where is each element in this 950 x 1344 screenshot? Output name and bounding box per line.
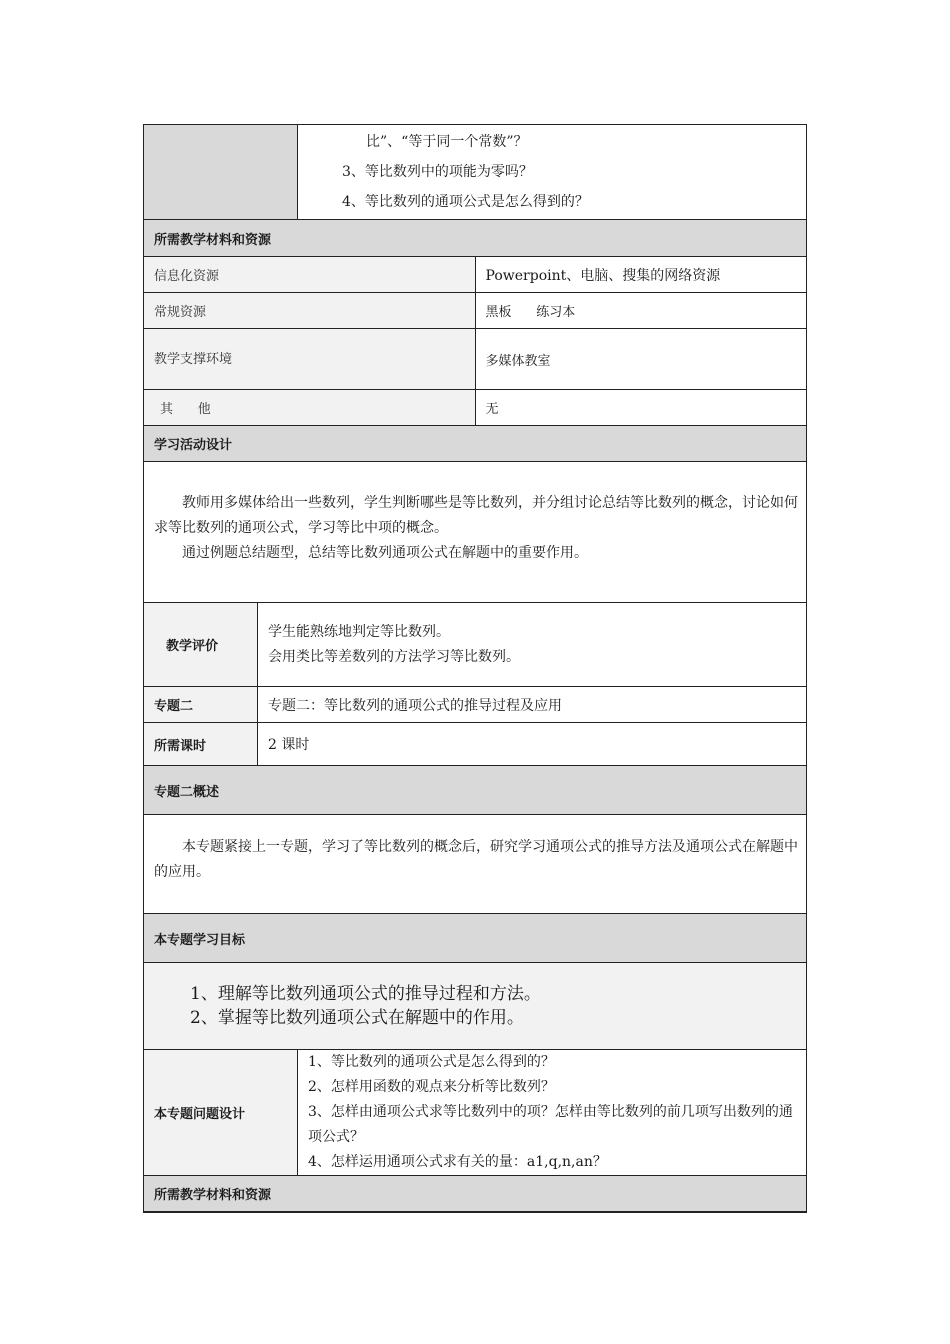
evaluation-table: [143, 602, 807, 766]
overview-body: [144, 815, 807, 914]
top-questions-cell: [298, 125, 807, 220]
support-env-value: 多媒体教室: [475, 329, 807, 390]
evaluation-line-2: 会用类比等差数列的方法学习等比数列。: [268, 648, 520, 665]
materials2-header: 所需教学材料和资源: [144, 1176, 807, 1212]
activity-header: 学习活动设计: [144, 426, 807, 462]
question-item-3: 3、怎样由通项公式求等比数列中的项？怎样由等比数列的前几项写出数列的通项公式？: [308, 1104, 793, 1145]
materials-table: [143, 219, 807, 426]
overview-header: 专题二概述: [144, 766, 807, 815]
evaluation-label: 教学评价: [144, 603, 258, 687]
activity-body: [144, 462, 807, 603]
overview-table: [143, 765, 807, 914]
materials-header: 所需教学材料和资源: [144, 220, 807, 257]
question-item-4: 4、怎样运用通项公式求有关的量：a1,q,n,an？: [308, 1154, 607, 1170]
topic2-value: 专题二：等比数列的通项公式的推导过程及应用: [258, 687, 807, 723]
top-question-table: [143, 124, 807, 220]
goal-line-2: 2、掌握等比数列通项公式在解题中的作用。: [190, 1008, 524, 1028]
questions-table: [143, 1049, 807, 1213]
question-line-3: 3、等比数列中的项能为零吗？: [342, 164, 533, 180]
activity-table: [143, 425, 807, 603]
hours-label: 所需课时: [144, 723, 258, 766]
overview-text: 本专题紧接上一专题，学习了等比数列的概念后，研究学习通项公式的推导方法及通项公式在解题中的应用。: [154, 839, 798, 880]
goals-table: [143, 913, 807, 1050]
activity-paragraph-2: 通过例题总结题型，总结等比数列通项公式在解题中的重要作用。: [182, 544, 588, 561]
evaluation-body: [258, 603, 807, 687]
regular-resource-label: 常规资源: [144, 293, 476, 329]
question-line-2-cont: 比”、“等于同一个常数”？: [366, 134, 528, 150]
top-left-empty-cell: [144, 125, 298, 220]
info-resource-label: 信息化资源: [144, 257, 476, 293]
other-value: 无: [475, 390, 807, 426]
goal-line-1: 1、理解等比数列通项公式的推导过程和方法。: [190, 984, 541, 1004]
question-item-1: 1、等比数列的通项公式是怎么得到的？: [308, 1054, 555, 1070]
support-env-label: 教学支撑环境: [144, 329, 476, 390]
goals-header: 本专题学习目标: [144, 914, 807, 963]
questions-label: 本专题问题设计: [144, 1050, 298, 1176]
hours-value: 2 课时: [258, 723, 807, 766]
evaluation-line-1: 学生能熟练地判定等比数列。: [268, 623, 450, 640]
other-label: 其 他: [144, 390, 476, 426]
regular-resource-value: 黑板 练习本: [475, 293, 807, 329]
topic2-label: 专题二: [144, 687, 258, 723]
questions-body: [298, 1050, 807, 1176]
lesson-plan-document: [143, 124, 807, 1213]
goals-body: [144, 963, 807, 1050]
question-line-4: 4、等比数列的通项公式是怎么得到的？: [342, 194, 589, 210]
activity-paragraph-1: 教师用多媒体给出一些数列，学生判断哪些是等比数列，并分组讨论总结等比数列的概念，讨论如何求等比数列的通项公式，学习等比中项的概念。: [154, 494, 798, 536]
info-resource-value: Powerpoint、电脑、搜集的网络资源: [475, 257, 807, 293]
question-item-2: 2、怎样用函数的观点来分析等比数列？: [308, 1079, 555, 1095]
